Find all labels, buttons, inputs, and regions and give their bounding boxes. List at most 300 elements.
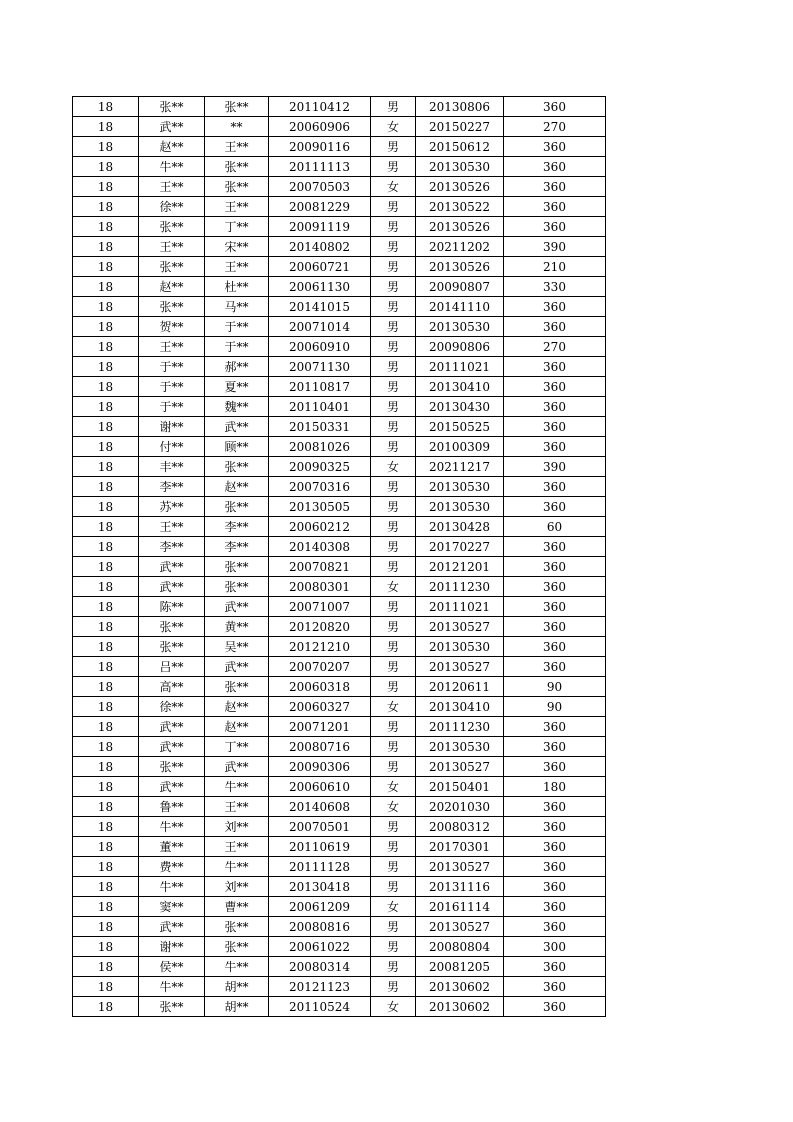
gender-cell: 男 [371, 757, 416, 777]
relative-cell: 王** [205, 797, 269, 817]
relative-cell: 丁** [205, 737, 269, 757]
name-cell: 武** [139, 737, 205, 757]
group-cell: 18 [73, 817, 139, 837]
relative-cell: 宋** [205, 237, 269, 257]
date-cell: 20071014 [269, 317, 371, 337]
group-cell: 18 [73, 337, 139, 357]
name-cell: 张** [139, 97, 205, 117]
group-cell: 18 [73, 577, 139, 597]
start-date-cell: 20130526 [416, 177, 504, 197]
value-cell: 360 [504, 617, 606, 637]
name-cell: 张** [139, 257, 205, 277]
group-cell: 18 [73, 737, 139, 757]
name-cell: 付** [139, 437, 205, 457]
start-date-cell: 20130530 [416, 157, 504, 177]
name-cell: 窦** [139, 897, 205, 917]
relative-cell: 王** [205, 137, 269, 157]
group-cell: 18 [73, 677, 139, 697]
gender-cell: 男 [371, 957, 416, 977]
gender-cell: 男 [371, 237, 416, 257]
name-cell: 牛** [139, 877, 205, 897]
table-row [73, 737, 606, 757]
table-row [73, 877, 606, 897]
group-cell: 18 [73, 537, 139, 557]
date-cell: 20130418 [269, 877, 371, 897]
value-cell: 360 [504, 497, 606, 517]
table-row [73, 137, 606, 157]
date-cell: 20130505 [269, 497, 371, 517]
name-cell: 高** [139, 677, 205, 697]
relative-cell: 张** [205, 557, 269, 577]
relative-cell: ** [205, 117, 269, 137]
start-date-cell: 20141110 [416, 297, 504, 317]
name-cell: 吕** [139, 657, 205, 677]
gender-cell: 男 [371, 437, 416, 457]
date-cell: 20060910 [269, 337, 371, 357]
date-cell: 20111113 [269, 157, 371, 177]
group-cell: 18 [73, 317, 139, 337]
group-cell: 18 [73, 917, 139, 937]
gender-cell: 女 [371, 897, 416, 917]
value-cell: 360 [504, 917, 606, 937]
value-cell: 360 [504, 177, 606, 197]
start-date-cell: 20130410 [416, 377, 504, 397]
gender-cell: 男 [371, 377, 416, 397]
table-row [73, 997, 606, 1017]
group-cell: 18 [73, 657, 139, 677]
table-row [73, 417, 606, 437]
group-cell: 18 [73, 797, 139, 817]
start-date-cell: 20150525 [416, 417, 504, 437]
date-cell: 20140308 [269, 537, 371, 557]
name-cell: 张** [139, 217, 205, 237]
table-row [73, 977, 606, 997]
relative-cell: 魏** [205, 397, 269, 417]
start-date-cell: 20150227 [416, 117, 504, 137]
table-row [73, 157, 606, 177]
group-cell: 18 [73, 277, 139, 297]
gender-cell: 男 [371, 497, 416, 517]
group-cell: 18 [73, 617, 139, 637]
start-date-cell: 20080804 [416, 937, 504, 957]
gender-cell: 男 [371, 597, 416, 617]
name-cell: 徐** [139, 697, 205, 717]
value-cell: 360 [504, 857, 606, 877]
group-cell: 18 [73, 957, 139, 977]
value-cell: 90 [504, 697, 606, 717]
relative-cell: 曹** [205, 897, 269, 917]
start-date-cell: 20211202 [416, 237, 504, 257]
gender-cell: 男 [371, 517, 416, 537]
group-cell: 18 [73, 197, 139, 217]
table-row [73, 837, 606, 857]
table-row [73, 857, 606, 877]
name-cell: 赵** [139, 277, 205, 297]
gender-cell: 男 [371, 837, 416, 857]
table-row [73, 317, 606, 337]
start-date-cell: 20130527 [416, 657, 504, 677]
name-cell: 武** [139, 117, 205, 137]
relative-cell: 赵** [205, 697, 269, 717]
name-cell: 董** [139, 837, 205, 857]
start-date-cell: 20111230 [416, 577, 504, 597]
date-cell: 20060721 [269, 257, 371, 277]
name-cell: 武** [139, 557, 205, 577]
group-cell: 18 [73, 837, 139, 857]
relative-cell: 郝** [205, 357, 269, 377]
value-cell: 60 [504, 517, 606, 537]
relative-cell: 李** [205, 537, 269, 557]
start-date-cell: 20130527 [416, 617, 504, 637]
relative-cell: 胡** [205, 977, 269, 997]
name-cell: 武** [139, 777, 205, 797]
gender-cell: 男 [371, 217, 416, 237]
value-cell: 360 [504, 417, 606, 437]
relative-cell: 张** [205, 577, 269, 597]
relative-cell: 刘** [205, 877, 269, 897]
date-cell: 20061130 [269, 277, 371, 297]
date-cell: 20080716 [269, 737, 371, 757]
start-date-cell: 20111021 [416, 597, 504, 617]
table-row [73, 617, 606, 637]
group-cell: 18 [73, 477, 139, 497]
start-date-cell: 20090807 [416, 277, 504, 297]
value-cell: 360 [504, 297, 606, 317]
table-row [73, 97, 606, 117]
relative-cell: 张** [205, 157, 269, 177]
value-cell: 360 [504, 997, 606, 1017]
date-cell: 20060212 [269, 517, 371, 537]
start-date-cell: 20170301 [416, 837, 504, 857]
gender-cell: 女 [371, 777, 416, 797]
table-row [73, 297, 606, 317]
name-cell: 李** [139, 477, 205, 497]
date-cell: 20110619 [269, 837, 371, 857]
date-cell: 20060906 [269, 117, 371, 137]
start-date-cell: 20080312 [416, 817, 504, 837]
table-row [73, 357, 606, 377]
date-cell: 20071201 [269, 717, 371, 737]
date-cell: 20080816 [269, 917, 371, 937]
group-cell: 18 [73, 357, 139, 377]
group-cell: 18 [73, 757, 139, 777]
value-cell: 360 [504, 357, 606, 377]
group-cell: 18 [73, 117, 139, 137]
gender-cell: 男 [371, 617, 416, 637]
table-row [73, 437, 606, 457]
gender-cell: 男 [371, 637, 416, 657]
table-body [73, 97, 606, 1017]
table-row [73, 177, 606, 197]
name-cell: 王** [139, 237, 205, 257]
relative-cell: 张** [205, 677, 269, 697]
start-date-cell: 20130527 [416, 917, 504, 937]
relative-cell: 顾** [205, 437, 269, 457]
value-cell: 360 [504, 577, 606, 597]
value-cell: 360 [504, 157, 606, 177]
name-cell: 贺** [139, 317, 205, 337]
start-date-cell: 20161114 [416, 897, 504, 917]
group-cell: 18 [73, 297, 139, 317]
group-cell: 18 [73, 397, 139, 417]
name-cell: 张** [139, 297, 205, 317]
gender-cell: 女 [371, 177, 416, 197]
relative-cell: 丁** [205, 217, 269, 237]
start-date-cell: 20130527 [416, 757, 504, 777]
value-cell: 360 [504, 217, 606, 237]
start-date-cell: 20130602 [416, 977, 504, 997]
name-cell: 徐** [139, 197, 205, 217]
value-cell: 360 [504, 377, 606, 397]
name-cell: 牛** [139, 157, 205, 177]
group-cell: 18 [73, 937, 139, 957]
value-cell: 360 [504, 137, 606, 157]
table-row [73, 717, 606, 737]
name-cell: 于** [139, 357, 205, 377]
name-cell: 谢** [139, 417, 205, 437]
value-cell: 360 [504, 657, 606, 677]
gender-cell: 男 [371, 197, 416, 217]
name-cell: 于** [139, 397, 205, 417]
table-row [73, 277, 606, 297]
date-cell: 20090325 [269, 457, 371, 477]
date-cell: 20110401 [269, 397, 371, 417]
start-date-cell: 20170227 [416, 537, 504, 557]
start-date-cell: 20130530 [416, 477, 504, 497]
table-row [73, 197, 606, 217]
gender-cell: 男 [371, 537, 416, 557]
value-cell: 360 [504, 977, 606, 997]
start-date-cell: 20130530 [416, 497, 504, 517]
relative-cell: 胡** [205, 997, 269, 1017]
gender-cell: 男 [371, 137, 416, 157]
gender-cell: 男 [371, 297, 416, 317]
table-row [73, 777, 606, 797]
date-cell: 20080301 [269, 577, 371, 597]
group-cell: 18 [73, 237, 139, 257]
value-cell: 360 [504, 717, 606, 737]
relative-cell: 吴** [205, 637, 269, 657]
start-date-cell: 20211217 [416, 457, 504, 477]
table-row [73, 577, 606, 597]
relative-cell: 张** [205, 97, 269, 117]
table-row [73, 397, 606, 417]
relative-cell: 杜** [205, 277, 269, 297]
relative-cell: 王** [205, 197, 269, 217]
table-row [73, 117, 606, 137]
gender-cell: 男 [371, 877, 416, 897]
group-cell: 18 [73, 557, 139, 577]
table-row [73, 377, 606, 397]
table-row [73, 697, 606, 717]
date-cell: 20061209 [269, 897, 371, 917]
value-cell: 360 [504, 477, 606, 497]
relative-cell: 牛** [205, 857, 269, 877]
gender-cell: 男 [371, 477, 416, 497]
start-date-cell: 20130410 [416, 697, 504, 717]
value-cell: 300 [504, 937, 606, 957]
date-cell: 20060610 [269, 777, 371, 797]
start-date-cell: 20111230 [416, 717, 504, 737]
date-cell: 20061022 [269, 937, 371, 957]
date-cell: 20120820 [269, 617, 371, 637]
gender-cell: 男 [371, 657, 416, 677]
name-cell: 王** [139, 517, 205, 537]
date-cell: 20141015 [269, 297, 371, 317]
name-cell: 王** [139, 177, 205, 197]
date-cell: 20080314 [269, 957, 371, 977]
date-cell: 20110524 [269, 997, 371, 1017]
name-cell: 武** [139, 577, 205, 597]
value-cell: 360 [504, 737, 606, 757]
start-date-cell: 20130602 [416, 997, 504, 1017]
start-date-cell: 20130522 [416, 197, 504, 217]
gender-cell: 男 [371, 317, 416, 337]
group-cell: 18 [73, 137, 139, 157]
relative-cell: 赵** [205, 477, 269, 497]
group-cell: 18 [73, 157, 139, 177]
date-cell: 20121210 [269, 637, 371, 657]
gender-cell: 男 [371, 417, 416, 437]
value-cell: 390 [504, 237, 606, 257]
start-date-cell: 20130428 [416, 517, 504, 537]
gender-cell: 男 [371, 737, 416, 757]
gender-cell: 女 [371, 117, 416, 137]
value-cell: 360 [504, 537, 606, 557]
date-cell: 20060327 [269, 697, 371, 717]
gender-cell: 男 [371, 677, 416, 697]
date-cell: 20071007 [269, 597, 371, 617]
relative-cell: 夏** [205, 377, 269, 397]
table-row [73, 457, 606, 477]
group-cell: 18 [73, 437, 139, 457]
gender-cell: 男 [371, 257, 416, 277]
gender-cell: 男 [371, 157, 416, 177]
date-cell: 20140608 [269, 797, 371, 817]
value-cell: 270 [504, 337, 606, 357]
relative-cell: 王** [205, 837, 269, 857]
gender-cell: 男 [371, 557, 416, 577]
table-row [73, 817, 606, 837]
group-cell: 18 [73, 697, 139, 717]
gender-cell: 女 [371, 697, 416, 717]
name-cell: 李** [139, 537, 205, 557]
date-cell: 20110412 [269, 97, 371, 117]
value-cell: 360 [504, 197, 606, 217]
value-cell: 330 [504, 277, 606, 297]
start-date-cell: 20130530 [416, 637, 504, 657]
table-row [73, 957, 606, 977]
value-cell: 360 [504, 97, 606, 117]
value-cell: 360 [504, 597, 606, 617]
table-row [73, 757, 606, 777]
group-cell: 18 [73, 637, 139, 657]
table-row [73, 897, 606, 917]
relative-cell: 黄** [205, 617, 269, 637]
group-cell: 18 [73, 717, 139, 737]
group-cell: 18 [73, 177, 139, 197]
name-cell: 侯** [139, 957, 205, 977]
relative-cell: 于** [205, 337, 269, 357]
date-cell: 20090116 [269, 137, 371, 157]
start-date-cell: 20121201 [416, 557, 504, 577]
relative-cell: 武** [205, 657, 269, 677]
name-cell: 张** [139, 637, 205, 657]
start-date-cell: 20130430 [416, 397, 504, 417]
table-row [73, 217, 606, 237]
relative-cell: 王** [205, 257, 269, 277]
gender-cell: 女 [371, 577, 416, 597]
relative-cell: 于** [205, 317, 269, 337]
name-cell: 于** [139, 377, 205, 397]
date-cell: 20071130 [269, 357, 371, 377]
name-cell: 张** [139, 757, 205, 777]
relative-cell: 马** [205, 297, 269, 317]
value-cell: 360 [504, 437, 606, 457]
name-cell: 王** [139, 337, 205, 357]
relative-cell: 牛** [205, 957, 269, 977]
relative-cell: 张** [205, 177, 269, 197]
date-cell: 20060318 [269, 677, 371, 697]
gender-cell: 女 [371, 457, 416, 477]
name-cell: 张** [139, 997, 205, 1017]
name-cell: 费** [139, 857, 205, 877]
gender-cell: 男 [371, 917, 416, 937]
value-cell: 360 [504, 957, 606, 977]
value-cell: 210 [504, 257, 606, 277]
group-cell: 18 [73, 997, 139, 1017]
group-cell: 18 [73, 897, 139, 917]
value-cell: 390 [504, 457, 606, 477]
value-cell: 360 [504, 637, 606, 657]
group-cell: 18 [73, 257, 139, 277]
date-cell: 20091119 [269, 217, 371, 237]
table-row [73, 937, 606, 957]
value-cell: 360 [504, 317, 606, 337]
date-cell: 20140802 [269, 237, 371, 257]
name-cell: 张** [139, 617, 205, 637]
group-cell: 18 [73, 497, 139, 517]
start-date-cell: 20111021 [416, 357, 504, 377]
start-date-cell: 20201030 [416, 797, 504, 817]
name-cell: 赵** [139, 137, 205, 157]
name-cell: 牛** [139, 977, 205, 997]
name-cell: 陈** [139, 597, 205, 617]
value-cell: 270 [504, 117, 606, 137]
start-date-cell: 20081205 [416, 957, 504, 977]
start-date-cell: 20090806 [416, 337, 504, 357]
value-cell: 360 [504, 397, 606, 417]
relative-cell: 张** [205, 937, 269, 957]
group-cell: 18 [73, 877, 139, 897]
value-cell: 360 [504, 897, 606, 917]
relative-cell: 武** [205, 417, 269, 437]
value-cell: 360 [504, 797, 606, 817]
gender-cell: 男 [371, 817, 416, 837]
table-row [73, 517, 606, 537]
table-row [73, 677, 606, 697]
table-row [73, 477, 606, 497]
date-cell: 20070207 [269, 657, 371, 677]
relative-cell: 赵** [205, 717, 269, 737]
name-cell: 武** [139, 717, 205, 737]
gender-cell: 男 [371, 717, 416, 737]
group-cell: 18 [73, 97, 139, 117]
table-row [73, 657, 606, 677]
gender-cell: 男 [371, 337, 416, 357]
relative-cell: 张** [205, 497, 269, 517]
relative-cell: 张** [205, 917, 269, 937]
